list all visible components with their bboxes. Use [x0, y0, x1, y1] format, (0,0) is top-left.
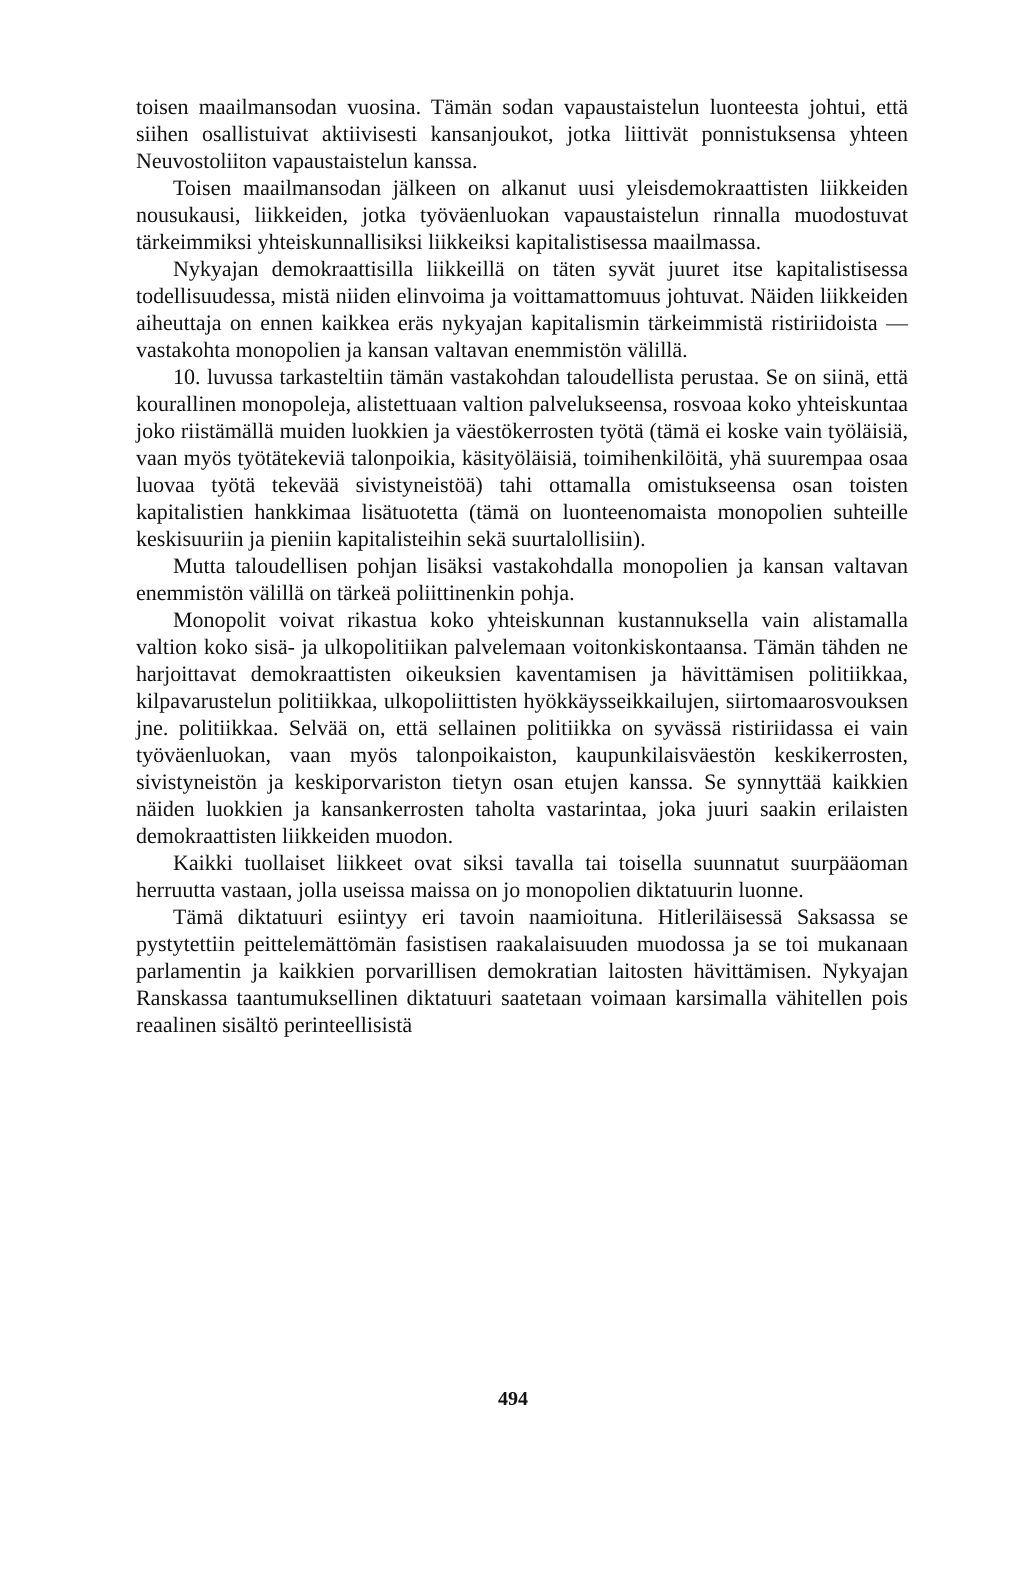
paragraph-7: Kaikki tuollaiset liikkeet ovat siksi tavalla tai toisella suunnatut suurpääoman herruutta vastaan, jolla useissa maissa on jo monopolien diktatuurin luonne. — [136, 850, 908, 902]
paragraph-2: Toisen maailmansodan jälkeen on alkanut uusi yleisdemokraattisten liikkeiden nousukausi, liikkeiden, jotka työväenluokan vapaustaistelun rinnalla muodostuvat tärkeimmiksi yhteiskunnallisiksi liikkeiksi kapitalistisessa maailmassa. — [136, 175, 908, 254]
paragraph-4: 10. luvussa tarkasteltiin tämän vastakohdan taloudellista perustaa. Se on siinä, että kourallinen monopoleja, alistettuaan valtion palvelukseensa, rosvoaa koko yhteiskuntaa joko riistämällä muiden luokkien ja väestökerrosten työtä (tämä ei koske vain työläisiä, vaan myös työtätekeviä talonpoikia, käsityöläisiä, toimihenkilöitä, yhä suurempaa osaa luovaa työtä tekevää sivistyneistöä) tahi ottamalla omistukseensa osan toisten kapitalistien hankkimaa lisätuotetta (tämä on luonteenomaista monopolien suhteille keskisuuriin ja pieniin kapitalisteihin sekä suurtalollisiin). — [136, 364, 908, 551]
page-number: 494 — [498, 1388, 528, 1410]
body-text — [136, 93, 908, 1038]
paragraph-1: toisen maailmansodan vuosina. Tämän sodan vapaustaistelun luonteesta johtui, että siihen osallistuivat aktiivisesti kansanjoukot, jotka liittivät ponnistuksensa yhteen Neuvostoliiton vapaustaistelun kanssa. — [136, 94, 908, 173]
paragraph-5: Mutta taloudellisen pohjan lisäksi vastakohdalla monopolien ja kansan valtavan enemmistön välillä on tärkeä poliittinenkin pohja. — [136, 553, 908, 605]
paragraph-8: Tämä diktatuuri esiintyy eri tavoin naamioituna. Hitleriläisessä Saksassa se pystytettiin peittelemättömän fasistisen raakalaisuuden muodossa ja se toi mukanaan parlamentin ja kaikkien porvarillisen demokratian laitosten hävittämisen. Nykyajan Ranskassa taantumuksellinen diktatuuri saatetaan voimaan karsimalla vähitellen pois reaalinen sisältö perinteellisistä — [136, 904, 908, 1037]
paragraph-3: Nykyajan demokraattisilla liikkeillä on täten syvät juuret itse kapitalistisessa todellisuudessa, mistä niiden elinvoima ja voittamattomuus johtuvat. Näiden liikkeiden aiheuttaja on ennen kaikkea eräs nykyajan kapitalismin tärkeimmistä ristiriidoista —vastakohta monopolien ja kansan valtavan enemmistön välillä. — [136, 256, 908, 362]
paragraph-6: Monopolit voivat rikastua koko yhteiskunnan kustannuksella vain alistamalla valtion koko sisä- ja ulkopolitiikan palvelemaan voitonkiskontaansa. Tämän tähden ne harjoittavat demokraattisten oikeuksien kaventamisen ja hävittämisen politiikkaa, kilpavarustelun politiikkaa, ulkopoliittisten hyökkäysseikkailujen, siirtomaarosvouksen jne. politiikkaa. Selvää on, että sellainen politiikka on syvässä ristiriidassa ei vain työväenluokan, vaan myös talonpoikaiston, kaupunkilaisväestön keskikerrosten, sivistyneistön ja keskiporvariston tietyn osan etujen kanssa. Se synnyttää kaikkien näiden luokkien ja kansankerrosten taholta vastarintaa, joka juuri saakin erilaisten demokraattisten liikkeiden muodon. — [136, 607, 908, 848]
